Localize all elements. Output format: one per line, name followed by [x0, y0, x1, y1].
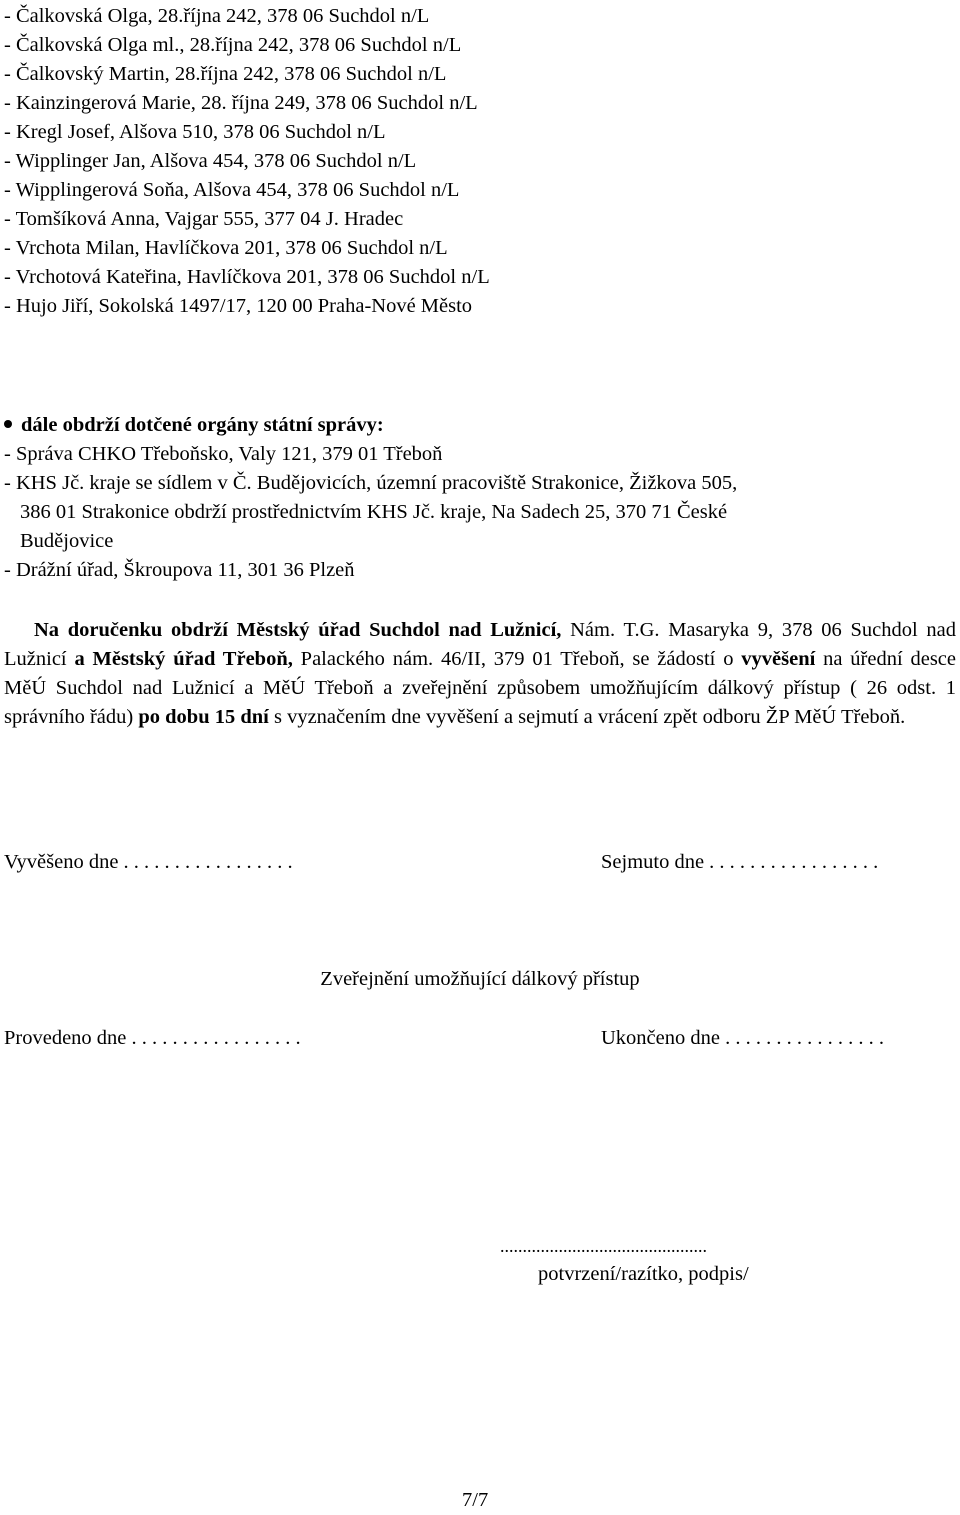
delivery-text: Nám. T.G. Masaryka 9, 378 06 Suchdol nad Lužnicí: [4, 619, 956, 670]
recipient-item: - Wipplinger Jan, Alšova 454, 378 06 Suchdol n/L: [4, 150, 417, 172]
delivery-bold-vyveseni: vyvěšení: [741, 648, 816, 670]
signature-line: ..............................................: [500, 1236, 707, 1256]
delivery-text: na úřední desce MěÚ Suchdol nad Lužnicí a MěÚ Třeboň a zveřejnění způsobem umožňujícím dálkový přístup ( 26 odst. 1 správního řádu): [4, 648, 956, 728]
recipient-item: - Vrchota Milan, Havlíčkova 201, 378 06 Suchdol n/L: [4, 237, 448, 259]
recipient-item: - Čalkovský Martin, 28.října 242, 378 06 Suchdol n/L: [4, 63, 447, 85]
recipient-list: [4, 2, 944, 321]
page-number: 7/7: [462, 1489, 489, 1511]
delivery-bold-duration: po dobu 15 dní: [138, 706, 269, 728]
ended-date-field: Ukončeno dne . . . . . . . . . . . . . . . .: [601, 1027, 884, 1049]
delivery-bold-treboň: a Městský úřad Třeboň,: [74, 648, 293, 670]
organ-item: - Správa CHKO Třeboňsko, Valy 121, 379 01 Třeboň: [4, 443, 443, 465]
organs-heading: [4, 411, 384, 440]
organ-item-continuation: 386 01 Strakonice obdrží prostřednictvím KHS Jč. kraje, Na Sadech 25, 370 71 České: [20, 501, 728, 523]
organs-list: [4, 440, 944, 585]
remote-access-heading: Zveřejnění umožňující dálkový přístup: [320, 968, 640, 990]
recipient-item: - Čalkovská Olga, 28.října 242, 378 06 Suchdol n/L: [4, 5, 430, 27]
organ-item: - Drážní úřad, Škroupova 11, 301 36 Plzeň: [4, 559, 355, 581]
removed-date-field: Sejmuto dne . . . . . . . . . . . . . . . . .: [601, 851, 879, 873]
organs-heading-text: dále obdrží dotčené orgány státní správy:: [21, 414, 384, 436]
organ-item-continuation: Budějovice: [20, 530, 114, 552]
signature-caption: potvrzení/razítko, podpis/: [538, 1263, 749, 1285]
delivery-paragraph: [4, 616, 956, 732]
recipient-item: - Wipplingerová Soňa, Alšova 454, 378 06 Suchdol n/L: [4, 179, 460, 201]
recipient-item: - Čalkovská Olga ml., 28.října 242, 378 06 Suchdol n/L: [4, 34, 462, 56]
recipient-item: - Hujo Jiří, Sokolská 1497/17, 120 00 Praha-Nové Město: [4, 295, 473, 317]
performed-date-field: Provedeno dne . . . . . . . . . . . . . . . . .: [4, 1027, 301, 1049]
delivery-text: s vyznačením dne vyvěšení a sejmutí a vrácení zpět odboru ŽP MěÚ Třeboň.: [268, 706, 906, 728]
recipient-item: - Kainzingerová Marie, 28. října 249, 378 06 Suchdol n/L: [4, 92, 478, 114]
recipient-item: - Tomšíková Anna, Vajgar 555, 377 04 J. Hradec: [4, 208, 404, 230]
recipient-item: - Kregl Josef, Alšova 510, 378 06 Suchdol n/L: [4, 121, 386, 143]
bullet-icon: [4, 420, 12, 428]
delivery-text: Palackého nám. 46/II, 379 01 Třeboň, se žádostí o: [292, 648, 742, 670]
posted-date-field: Vyvěšeno dne . . . . . . . . . . . . . . . . .: [4, 851, 293, 873]
organ-item: - KHS Jč. kraje se sídlem v Č. Budějovicích, územní pracoviště Strakonice, Žižkova 505,: [4, 472, 738, 494]
recipient-item: - Vrchotová Kateřina, Havlíčkova 201, 378 06 Suchdol n/L: [4, 266, 490, 288]
delivery-bold-lead: Na doručenku obdrží Městský úřad Suchdol nad Lužnicí,: [34, 619, 562, 641]
